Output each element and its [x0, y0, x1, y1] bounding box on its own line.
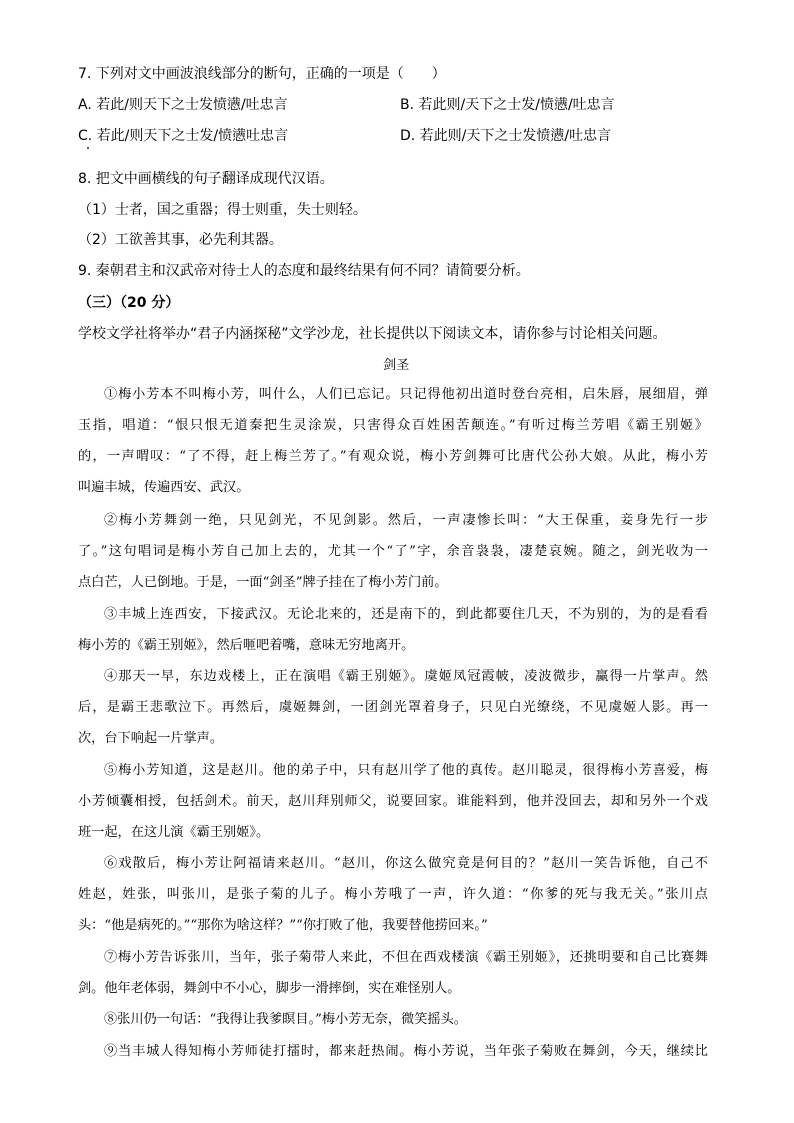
- question-7-option-a: A. 若此/则天下之士发愤懑/吐忠言: [78, 97, 288, 113]
- question-7-stem: 7. 下列对文中画波浪线部分的断句，正确的一项是（ ）: [78, 66, 446, 82]
- story-line: 头：“他是病死的。”“那你为啥这样？”“你打败了他，我要替他捞回来。”: [78, 918, 488, 933]
- story-line: ②梅小芳舞剑一绝，只见剑光，不见剑影。然后，一声凄惨长叫：“大王保重，妾身先行一步: [104, 513, 708, 528]
- question-8-item-2: （2）工欲善其事，必先利其器。: [78, 232, 283, 248]
- story-line: ⑤梅小芳知道，这是赵川。他的弟子中，只有赵川学了他的真传。赵川聪灵，很得梅小芳喜爱，梅: [104, 763, 708, 778]
- story-line: 了。”这句唱词是梅小芳自己加上去的，尤其一个“了”字，余音袅袅，凄楚哀婉。随之，剑光收为一: [78, 544, 708, 559]
- question-8-item-1: （1）士者，国之重器；得士则重，失士则轻。: [78, 202, 367, 218]
- story-line: ⑨当丰城人得知梅小芳师徒打擂时，都来赶热闹。梅小芳说，当年张子菊败在舞剑，今天，继续比: [104, 1044, 708, 1059]
- story-line: ③丰城上连西安，下接武汉。无论北来的，还是南下的，到此都要住几天，不为别的，为的是看看: [104, 607, 708, 622]
- story-line: 次，台下响起一片掌声。: [78, 731, 224, 746]
- story-line: 后，是霸王悲歌泣下。再然后，虞姬舞剑，一团剑光罩着身子，只见白光缭绕，不见虞姬人影。再一: [78, 700, 708, 715]
- story-line: 班一起，在这儿演《霸王别姬》。: [78, 825, 270, 840]
- question-7-option-b: B. 若此则/天下之士发/愤懑/吐忠言: [400, 97, 615, 113]
- story-line: 点白芒，人已倒地。于是，一面“剑圣”牌子挂在了梅小芳门前。: [78, 575, 448, 590]
- question-7-option-d: D. 若此则/天下之士发愤懑/吐忠言: [400, 128, 612, 144]
- story-line: ①梅小芳本不叫梅小芳，叫什么，人们已忘记。只记得他初出道时登台亮相，启朱唇，展细眉，弹: [104, 387, 708, 402]
- story-line: ④那天一早，东边戏楼上，正在演唱《霸王别姬》。虞姬凤冠霞帔，凌波微步，赢得一片掌声。然: [104, 669, 708, 684]
- question-8-stem: 8. 把文中画横线的句子翻译成现代汉语。: [78, 171, 334, 187]
- section-3-intro: 学校文学社将举办“君子内涵探秘”文学沙龙，社长提供以下阅读文本，请你参与讨论相关问题。: [78, 326, 667, 342]
- stray-dot-mark: [87, 147, 89, 149]
- story-line: 叫遍丰城，传遍西安、武汉。: [78, 480, 250, 495]
- question-9-stem: 9. 秦朝君主和汉武帝对待士人的态度和最终结果有何不同？请简要分析。: [78, 263, 530, 279]
- story-line: ⑦梅小芳告诉张川，当年，张子菊带人来此，不但在西戏楼演《霸王别姬》，还挑明要和自己比赛舞: [104, 950, 708, 965]
- story-line: 的，一声喟叹：“了不得，赶上梅兰芳了。”有观众说，梅小芳剑舞可比唐代公孙大娘。从此，梅小芳: [78, 449, 708, 464]
- story-line: 剑。他年老体弱，舞剑中不小心，脚步一滑摔倒，实在难怪别人。: [78, 981, 461, 996]
- story-line: ⑥戏散后，梅小芳让阿福请来赵川。“赵川，你这么做究竟是何目的？”赵川一笑告诉他，自己不: [104, 856, 708, 871]
- story-title: 剑圣: [383, 358, 410, 373]
- section-3-heading: （三）（20 分）: [78, 295, 180, 311]
- story-line: 梅小芳的《霸王别姬》，然后咂吧着嘴，意味无穷地离开。: [78, 638, 415, 653]
- story-line: 姓赵，姓张，叫张川，是张子菊的儿子。梅小芳哦了一声，许久道：“你爹的死与我无关。”张川点: [78, 887, 708, 902]
- story-line: 小芳倾囊相授，包括剑术。前天，赵川拜别师父，说要回家。谁能料到，他并没回去，却和另外一个戏: [78, 794, 708, 809]
- story-line: 玉指，唱道：“恨只恨无道秦把生灵涂炭，只害得众百姓困苦颠连。”有听过梅兰芳唱《霸王别姬》: [78, 418, 708, 433]
- story-line: ⑧张川仍一句话：“我得让我爹瞑目。”梅小芳无奈，微笑摇头。: [104, 1012, 467, 1027]
- question-7-option-c: C. 若此/则天下之士发/愤懑吐忠言: [78, 128, 289, 144]
